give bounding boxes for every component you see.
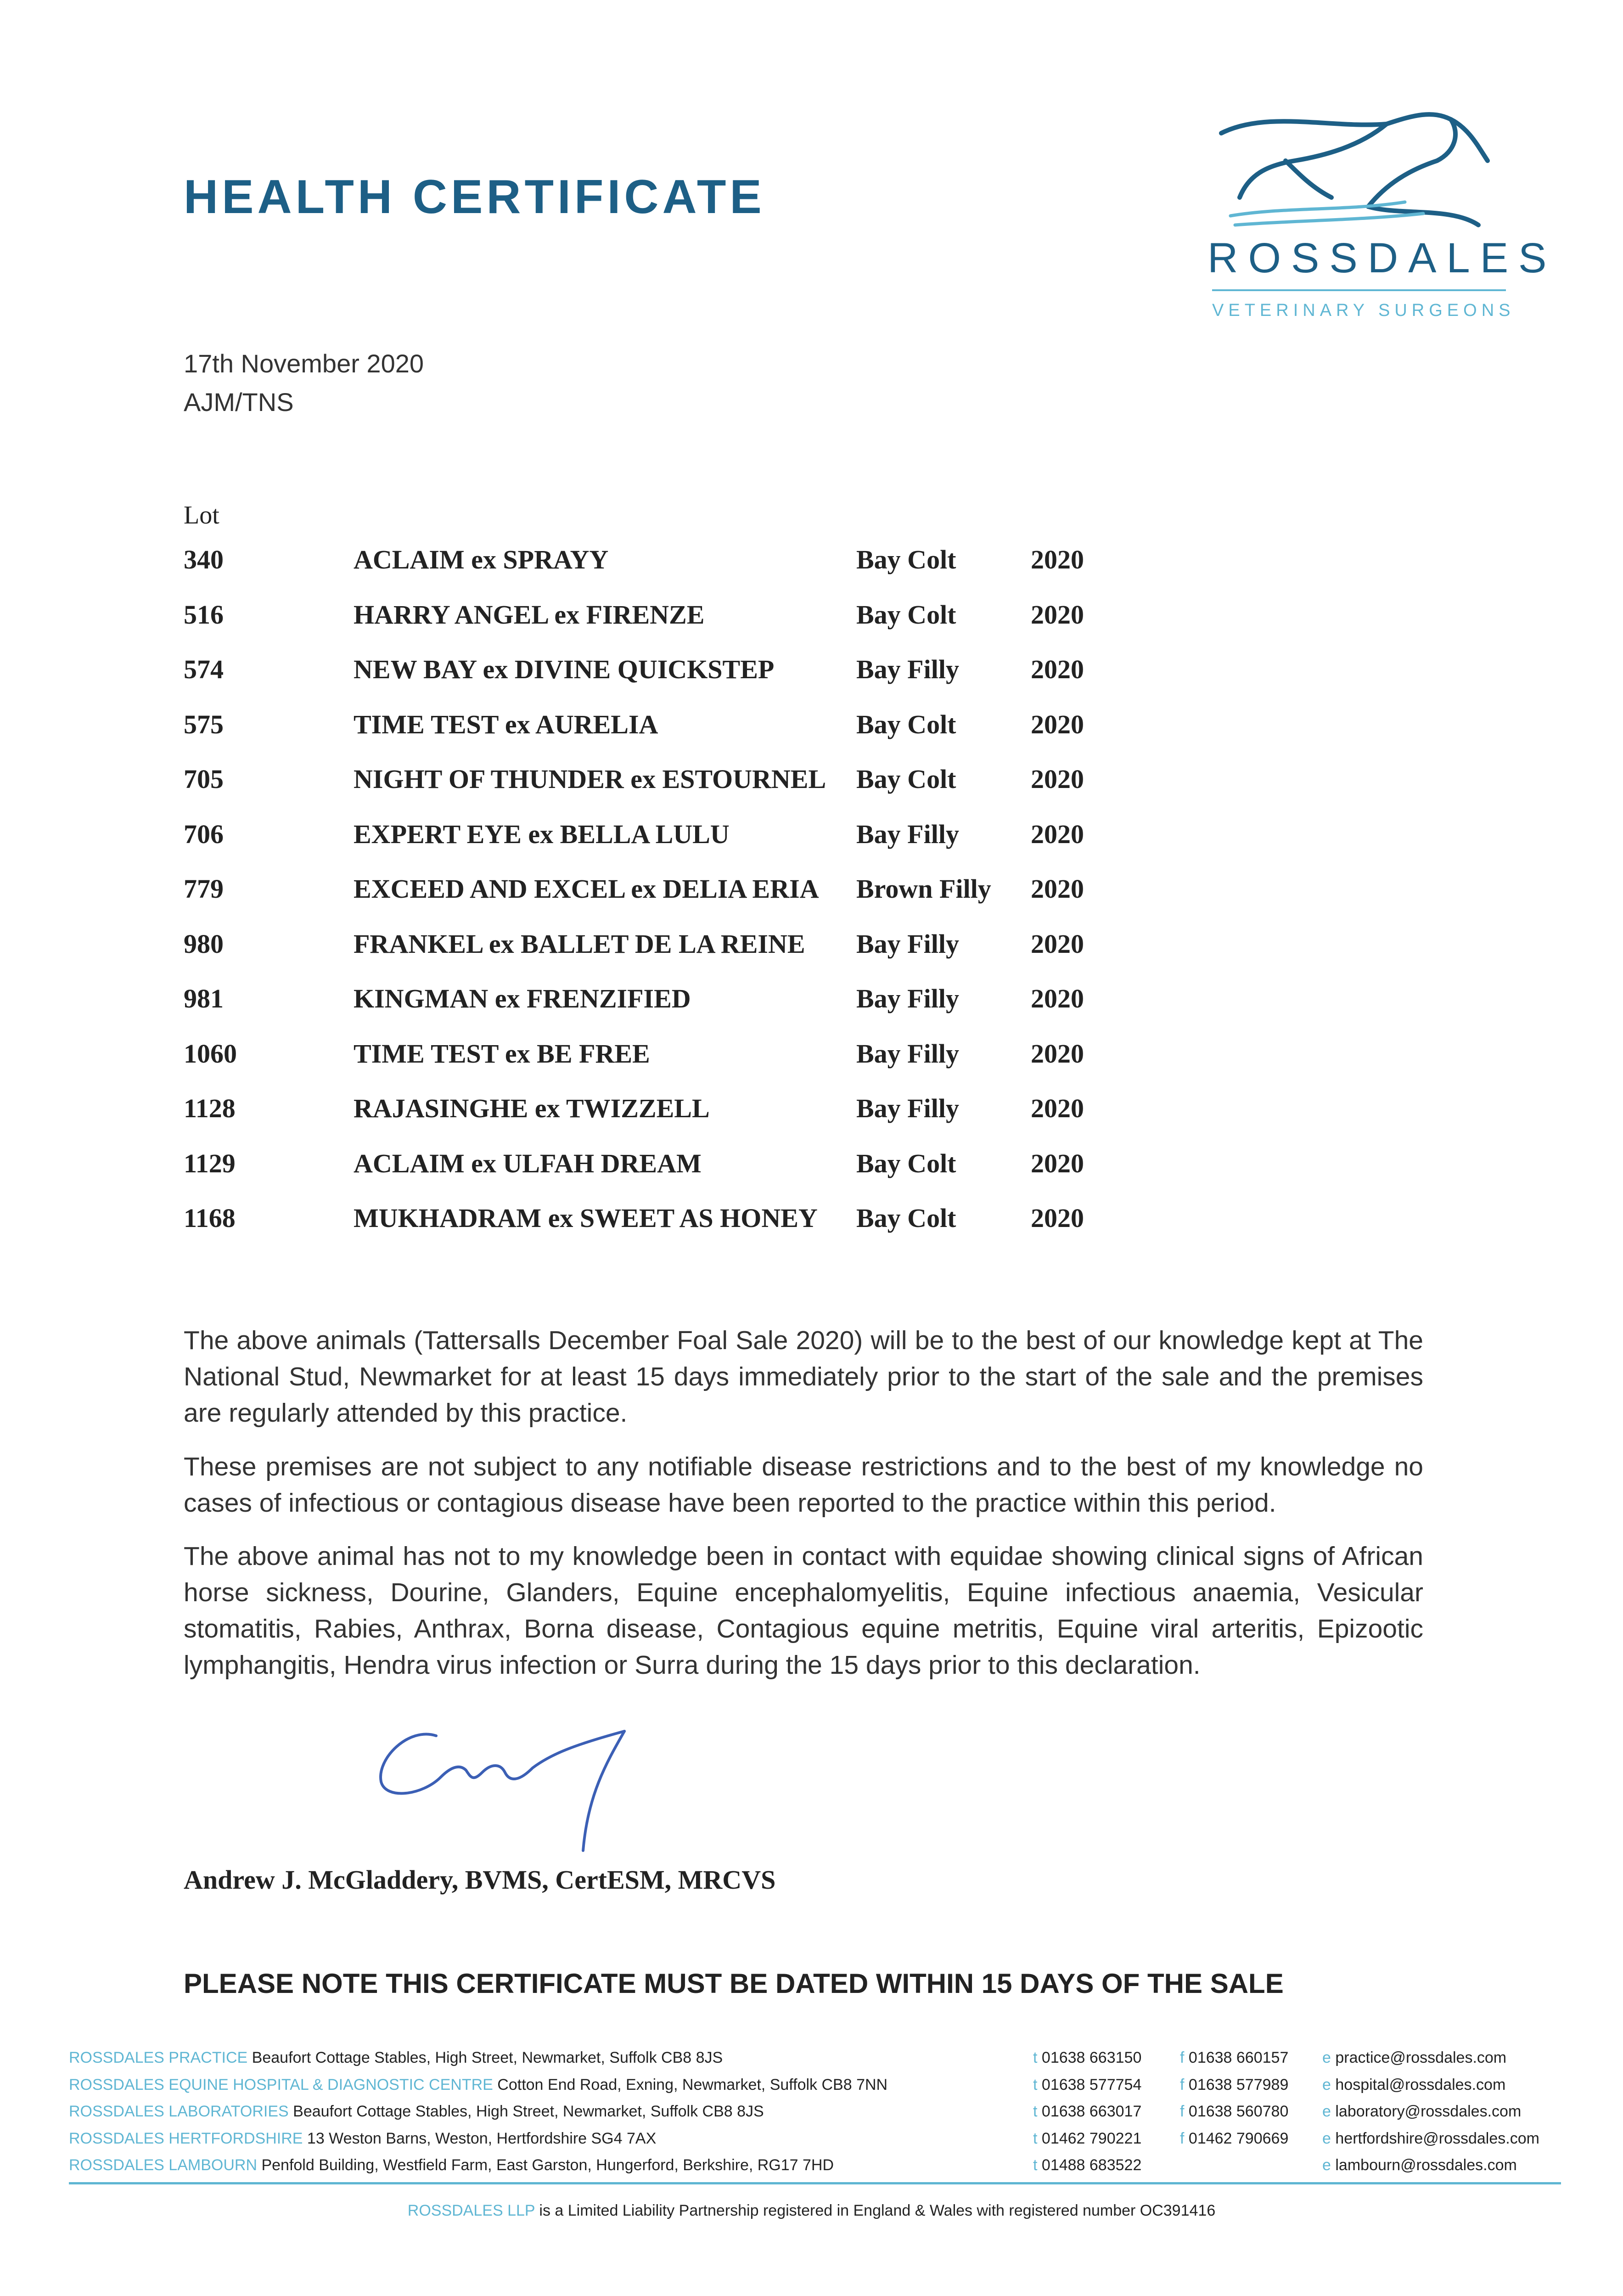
foal-year: 2020 [1031, 874, 1084, 904]
foal-year: 2020 [1031, 929, 1084, 959]
foal-year: 2020 [1031, 764, 1084, 794]
contact-fax [1180, 2076, 1288, 2094]
foal-year: 2020 [1031, 1038, 1084, 1069]
foal-year: 2020 [1031, 1093, 1084, 1123]
contact-name: ROSSDALES LAMBOURN [69, 2156, 257, 2174]
contact-phone-value: 01638 663017 [1041, 2103, 1142, 2120]
contact-email-prefix: e [1322, 2076, 1331, 2093]
contact-address-line [69, 2076, 887, 2094]
contact-fax-value: 01638 577989 [1188, 2076, 1289, 2093]
horse-name: NIGHT OF THUNDER ex ESTOURNEL [354, 764, 826, 794]
contact-address-line [69, 2049, 723, 2067]
contact-phone [1033, 2156, 1141, 2174]
contact-email-value: hertfordshire@rossdales.com [1335, 2129, 1539, 2147]
horse-description: Bay Filly [856, 984, 959, 1013]
logo-divider [1212, 289, 1506, 291]
foal-year: 2020 [1031, 1148, 1084, 1178]
contact-phone-prefix: t [1033, 2076, 1038, 2093]
contact-fax-value: 01462 790669 [1188, 2129, 1289, 2147]
horse-description: Bay Filly [856, 1038, 959, 1069]
contact-phone [1033, 2130, 1141, 2148]
contact-fax [1180, 2103, 1288, 2121]
contact-address-line [69, 2103, 764, 2121]
horse-name: ACLAIM ex SPRAYY [354, 545, 609, 574]
paragraph-sale-location: The above animals (Tattersalls December Foal Sale 2020) will be to the best of our knowledge kept at The National Stud, Newmarket for at least 15 days immediately prior to the start of the sale and the premises are regularly attended by this practice. [184, 1326, 1423, 1428]
lot-number: 981 [184, 984, 224, 1013]
contact-fax-value: 01638 660157 [1188, 2049, 1289, 2066]
contact-email[interactable] [1322, 2049, 1506, 2067]
lot-number: 1060 [184, 1038, 237, 1069]
contact-address: Beaufort Cottage Stables, High Street, Newmarket, Suffolk CB8 8JS [252, 2049, 723, 2066]
contact-email-prefix: e [1322, 2129, 1331, 2147]
horse-name: KINGMAN ex FRENZIFIED [354, 984, 691, 1013]
contact-phone [1033, 2049, 1141, 2067]
logo-wordmark: ROSSDALES [1207, 235, 1557, 281]
horse-description: Bay Colt [856, 599, 956, 630]
foal-year: 2020 [1031, 545, 1084, 574]
contact-fax-prefix: f [1180, 2129, 1185, 2147]
lot-number: 706 [184, 819, 224, 849]
paragraph-restrictions: These premises are not subject to any notifiable disease restrictions and to the best of my knowledge no cases of infectious or contagious disease have been reported to the practice within this period. [184, 1452, 1423, 1518]
contact-email[interactable] [1322, 2076, 1505, 2094]
horse-icon [1194, 106, 1515, 326]
contact-address: 13 Weston Barns, Weston, Hertfordshire SG4 7AX [307, 2129, 657, 2147]
lot-number: 575 [184, 709, 224, 739]
contact-email-value: lambourn@rossdales.com [1335, 2156, 1517, 2174]
contact-email[interactable] [1322, 2130, 1539, 2148]
lot-number: 574 [184, 654, 224, 684]
lot-number: 1168 [184, 1203, 236, 1233]
horse-name: ACLAIM ex ULFAH DREAM [354, 1148, 702, 1178]
contact-phone-value: 01488 683522 [1041, 2156, 1142, 2174]
horse-description: Bay Filly [856, 819, 959, 849]
contact-address-line [69, 2156, 834, 2174]
foal-year: 2020 [1031, 819, 1084, 849]
lot-number: 340 [184, 545, 224, 574]
contact-fax-prefix: f [1180, 2049, 1185, 2066]
contact-name: ROSSDALES EQUINE HOSPITAL & DIAGNOSTIC CENTRE [69, 2076, 493, 2093]
contact-name: ROSSDALES LABORATORIES [69, 2103, 289, 2120]
horse-description: Bay Colt [856, 1203, 956, 1233]
horse-name: RAJASINGHE ex TWIZZELL [354, 1093, 710, 1123]
lot-number: 516 [184, 599, 224, 630]
contact-phone [1033, 2103, 1141, 2121]
contact-fax [1180, 2130, 1288, 2148]
contact-email-prefix: e [1322, 2156, 1331, 2174]
lot-number: 705 [184, 764, 224, 794]
horse-name: FRANKEL ex BALLET DE LA REINE [354, 929, 805, 959]
contact-address-line [69, 2130, 656, 2148]
horse-description: Bay Colt [856, 709, 956, 739]
lot-number: 1129 [184, 1148, 236, 1178]
lot-number: 980 [184, 929, 224, 959]
contact-phone-prefix: t [1033, 2156, 1038, 2174]
contact-name: ROSSDALES PRACTICE [69, 2049, 248, 2066]
contact-address: Cotton End Road, Exning, Newmarket, Suffolk CB8 7NN [497, 2076, 888, 2093]
horse-description: Bay Colt [856, 1148, 956, 1178]
logo-tagline: VETERINARY SURGEONS [1212, 301, 1515, 320]
contact-email-prefix: e [1322, 2049, 1331, 2066]
contact-phone-prefix: t [1033, 2049, 1038, 2066]
horse-name: EXPERT EYE ex BELLA LULU [354, 819, 730, 849]
paragraph-disease-contact: The above animal has not to my knowledge been in contact with equidae showing clinical signs of African horse sickness, Dourine, Glanders, Equine encephalomyelitis, Equine infectious anaemia, Vesicular stomatitis, Rabies, Anthrax, Borna disease, Contagious equine metritis, Equine viral arteritis, Epizootic lymphangitis, Hendra virus infection or Surra during the 15 days prior to this declaration. [184, 1542, 1423, 1680]
horse-name: EXCEED AND EXCEL ex DELIA ERIA [354, 874, 819, 904]
horse-name: TIME TEST ex BE FREE [354, 1038, 650, 1069]
lot-number: 1128 [184, 1093, 236, 1123]
horse-description: Bay Colt [856, 764, 956, 794]
foal-year: 2020 [1031, 984, 1084, 1013]
contact-phone-prefix: t [1033, 2103, 1038, 2120]
contact-email-value: laboratory@rossdales.com [1335, 2103, 1522, 2120]
contact-email-value: practice@rossdales.com [1335, 2049, 1507, 2066]
page-title: HEALTH CERTIFICATE [184, 170, 765, 224]
horse-description: Brown Filly [856, 874, 991, 904]
contact-fax-prefix: f [1180, 2103, 1185, 2120]
contact-fax [1180, 2049, 1288, 2067]
contact-email-value: hospital@rossdales.com [1335, 2076, 1506, 2093]
horse-name: HARRY ANGEL ex FIRENZE [354, 599, 705, 630]
llp-name: ROSSDALES LLP [407, 2202, 535, 2219]
lot-number: 779 [184, 874, 224, 904]
contact-address: Penfold Building, Westfield Farm, East Garston, Hungerford, Berkshire, RG17 7HD [261, 2156, 834, 2174]
horse-description: Bay Filly [856, 929, 959, 959]
letter-meta [184, 344, 424, 422]
foal-year: 2020 [1031, 1203, 1084, 1233]
horse-name: NEW BAY ex DIVINE QUICKSTEP [354, 654, 775, 684]
horse-description: Bay Filly [856, 654, 959, 684]
contact-phone [1033, 2076, 1141, 2094]
contact-fax-value: 01638 560780 [1188, 2103, 1289, 2120]
contact-name: ROSSDALES HERTFORDSHIRE [69, 2129, 303, 2147]
contact-email[interactable] [1322, 2103, 1521, 2121]
foal-year: 2020 [1031, 599, 1084, 630]
signer-name: Andrew J. McGladdery, BVMS, CertESM, MRCVS [184, 1865, 776, 1895]
letter-reference: AJM/TNS [184, 388, 294, 416]
contact-phone-value: 01638 577754 [1041, 2076, 1142, 2093]
horse-name: TIME TEST ex AURELIA [354, 709, 658, 739]
horse-name: MUKHADRAM ex SWEET AS HONEY [354, 1203, 818, 1233]
foal-year: 2020 [1031, 654, 1084, 684]
dating-notice: PLEASE NOTE THIS CERTIFICATE MUST BE DATED WITHIN 15 DAYS OF THE SALE [184, 1968, 1284, 1999]
horse-description: Bay Colt [856, 545, 956, 574]
signature-icon [367, 1708, 652, 1864]
contact-email-prefix: e [1322, 2103, 1331, 2120]
footer-divider [69, 2182, 1561, 2184]
foal-year: 2020 [1031, 709, 1084, 739]
llp-text: is a Limited Liability Partnership registered in England & Wales with registered number OC391416 [539, 2202, 1216, 2219]
contact-phone-prefix: t [1033, 2129, 1038, 2147]
lot-column-header: Lot [184, 501, 219, 529]
letter-date: 17th November 2020 [184, 349, 424, 378]
llp-registration [0, 2202, 1623, 2220]
contact-phone-value: 01462 790221 [1041, 2129, 1142, 2147]
horse-description: Bay Filly [856, 1093, 959, 1123]
contact-email[interactable] [1322, 2156, 1517, 2174]
contact-fax-prefix: f [1180, 2076, 1185, 2093]
contact-phone-value: 01638 663150 [1041, 2049, 1142, 2066]
contact-address: Beaufort Cottage Stables, High Street, Newmarket, Suffolk CB8 8JS [293, 2103, 764, 2120]
